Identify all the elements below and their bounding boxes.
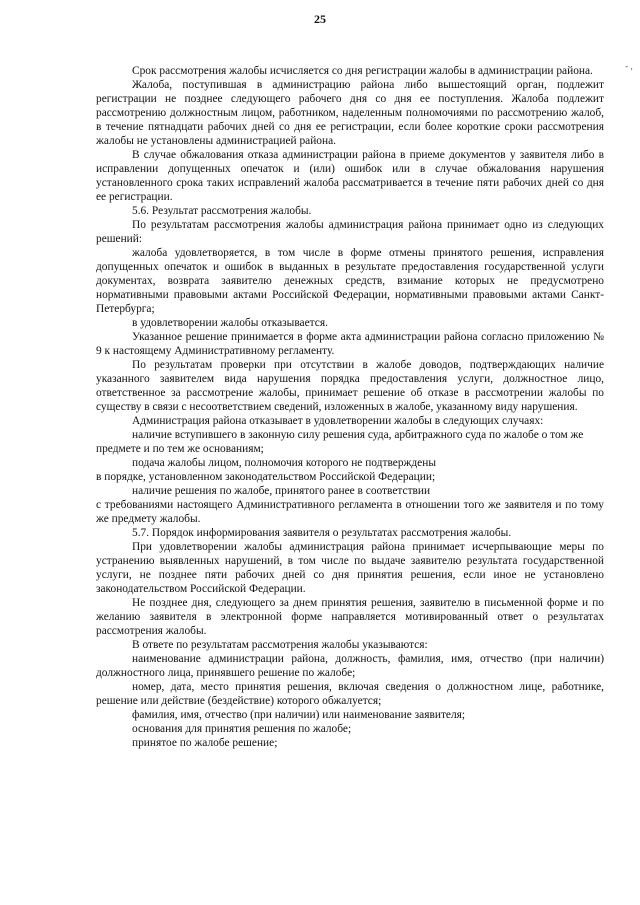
- section-heading-5-6: 5.6. Результат рассмотрения жалобы.: [132, 205, 312, 217]
- section-heading-5-7: 5.7. Порядок информирования заявителя о результатах рассмотрения жалобы.: [132, 527, 512, 539]
- paragraph: Жалоба, поступившая в администрацию района либо вышестоящий орган, подлежит регистрации не позднее следующего рабочего дня со дня ее поступления. Жалоба подлежит рассмотрению должностным лицом, работником, наделенным полномочиями по рассмотрению жалоб, в течение пятнадцати рабочих дней со дня ее регистрации, если более короткие сроки рассмотрения жалобы не установлены администрацией района.: [96, 79, 604, 147]
- paragraph: По результатам рассмотрения жалобы администрация района принимает одно из следующих решений:: [96, 219, 604, 245]
- list-item: фамилия, имя, отчество (при наличии) или наименование заявителя;: [132, 709, 466, 721]
- list-item: наличие вступившего в законную силу решения суда, арбитражного суда по жалобе о том же предмете и по тем же основаниям;: [96, 429, 584, 455]
- list-item: подача жалобы лицом, полномочия которого не подтверждены: [132, 457, 436, 469]
- list-item: наименование администрации района, должность, фамилия, имя, отчество (при наличии) должностного лица, принявшего решение по жалобе;: [96, 653, 604, 679]
- paragraph: По результатам проверки при отсутствии в жалобе доводов, подтверждающих наличие указанного заявителем вида нарушения порядка предоставления услуги, должностное лицо, ответственное за рассмотрение жалобы, принимает решение об отказе в рассмотрении жалобы по существу в связи с несоответствием сведений, изложенных в жалобе, указанному виду нарушения.: [96, 359, 604, 413]
- margin-mark: - ,: [625, 61, 633, 71]
- paragraph: В случае обжалования отказа администрации района в приеме документов у заявителя либо в исправлении допущенных опечаток и (или) ошибок или в случае обжалования нарушения установленного срока таких исправлений жалоба рассматривается в течение пяти рабочих дней со дня ее регистрации.: [96, 149, 604, 203]
- list-item-continuation: с требованиями настоящего Административного регламента в отношении того же заявителя и по тому же предмету жалобы.: [96, 499, 604, 525]
- paragraph: Срок рассмотрения жалобы исчисляется со дня регистрации жалобы в администрации района.: [132, 65, 593, 77]
- list-item: принятое по жалобе решение;: [132, 737, 278, 749]
- list-item: в удовлетворении жалобы отказывается.: [132, 317, 328, 329]
- list-item: наличие решения по жалобе, принятого ранее в соответствии: [132, 485, 431, 497]
- page-number: 25: [314, 12, 326, 26]
- paragraph: Администрация района отказывает в удовлетворении жалобы в следующих случаях:: [132, 415, 544, 427]
- paragraph: Не позднее дня, следующего за днем принятия решения, заявителю в письменной форме и по желанию заявителя в электронной форме направляется мотивированный ответ о результатах рассмотрения жалобы.: [96, 597, 604, 637]
- list-item-continuation: в порядке, установленном законодательством Российской Федерации;: [96, 471, 436, 483]
- paragraph: В ответе по результатам рассмотрения жалобы указываются:: [132, 639, 428, 651]
- paragraph: Указанное решение принимается в форме акта администрации района согласно приложению № 9 к настоящему Административному регламенту.: [96, 331, 604, 357]
- paragraph: При удовлетворении жалобы администрация района принимает исчерпывающие меры по устранению выявленных нарушений, в том числе по выдаче заявителю результата государственной услуги, не позднее пяти рабочих дней со дня принятия решения, если иное не установлено законодательством Российской Федерации.: [96, 541, 604, 595]
- list-item: основания для принятия решения по жалобе;: [132, 723, 352, 735]
- list-item: номер, дата, место принятия решения, включая сведения о должностном лице, работнике, решение или действие (бездействие) которого обжалуется;: [96, 681, 604, 707]
- document-body: [96, 64, 604, 750]
- list-item: жалоба удовлетворяется, в том числе в форме отмены принятого решения, исправления допущенных опечаток и ошибок в выданных в результате предоставления государственной услуги документах, возврата заявителю денежных средств, взимание которых не предусмотрено нормативными правовыми актами Российской Федерации, нормативными правовыми актами Санкт-Петербурга;: [96, 247, 604, 315]
